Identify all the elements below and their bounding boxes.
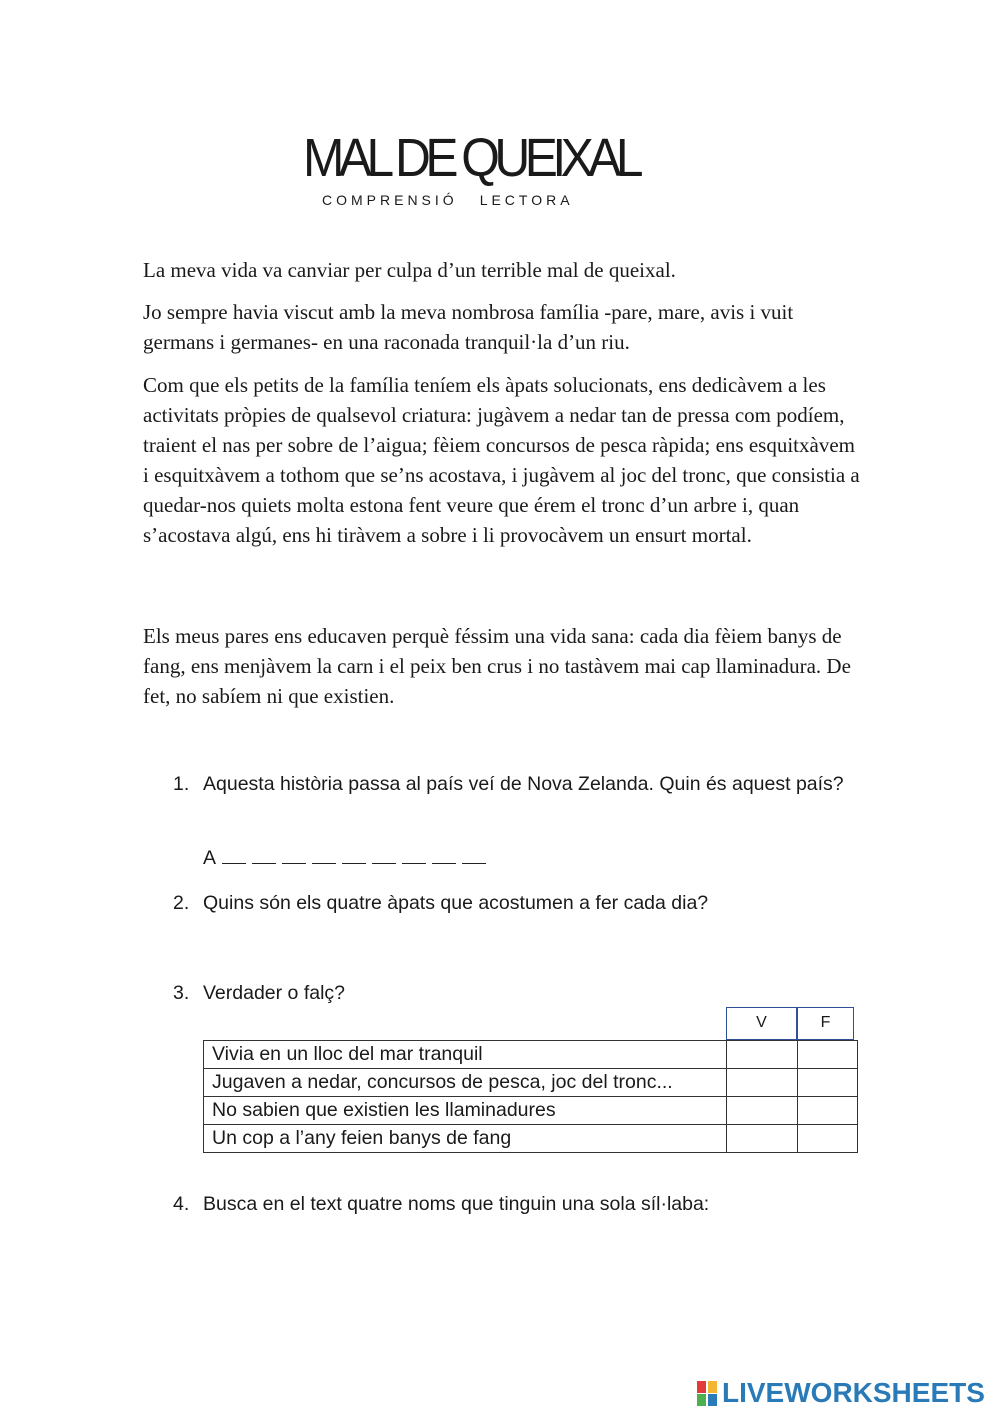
question-1-answer[interactable] <box>203 845 486 870</box>
true-false-table <box>203 1040 858 1153</box>
logo-block-red <box>697 1381 706 1393</box>
letter-blank[interactable] <box>252 845 276 864</box>
true-answer-cell[interactable] <box>727 1069 798 1097</box>
true-column-header: V <box>726 1007 797 1040</box>
question-1-text: Aquesta història passa al país veí de Nova Zelanda. Quin és aquest país? <box>203 773 844 795</box>
brand-name: LIVEWORKSHEETS <box>722 1377 985 1408</box>
question-4-text: Busca en el text quatre noms que tinguin una sola síl·laba: <box>203 1193 710 1215</box>
question-1 <box>173 770 863 799</box>
subtitle-word-2: LECTORA <box>479 192 574 208</box>
question-4 <box>173 1190 863 1219</box>
logo-block-blue <box>708 1394 717 1406</box>
answer-prefix: A <box>203 847 217 869</box>
table-row <box>204 1125 858 1153</box>
question-2-text: Quins són els quatre àpats que acostumen a fer cada dia? <box>203 892 709 914</box>
letter-blank[interactable] <box>312 845 336 864</box>
letter-blank[interactable] <box>372 845 396 864</box>
question-3 <box>173 979 863 1008</box>
paragraph-2: Jo sempre havia viscut amb la meva nombrosa família -pare, mare, avis i vuit germans i germanes- en una raconada tranquil·la d’un riu. <box>143 300 794 354</box>
question-2 <box>173 889 863 918</box>
true-answer-cell[interactable] <box>727 1041 798 1069</box>
statement-cell: Vivia en un lloc del mar tranquil <box>204 1041 727 1069</box>
question-4-number: 4. <box>173 1193 190 1215</box>
letter-blank[interactable] <box>432 845 456 864</box>
question-2-number: 2. <box>173 892 190 914</box>
false-answer-cell[interactable] <box>798 1041 858 1069</box>
true-answer-cell[interactable] <box>727 1125 798 1153</box>
letter-blank[interactable] <box>402 845 426 864</box>
subtitle-word-1: COMPRENSIÓ <box>322 192 458 208</box>
logo-block-yellow <box>708 1381 717 1393</box>
liveworksheets-logo-icon <box>697 1379 719 1407</box>
question-3-text: Verdader o falç? <box>203 982 346 1004</box>
letter-blank[interactable] <box>282 845 306 864</box>
worksheet-subtitle <box>322 192 574 208</box>
statement-cell: Un cop a l’any feien banys de fang <box>204 1125 727 1153</box>
paragraph-1: La meva vida va canviar per culpa d’un terrible mal de queixal. <box>143 258 676 282</box>
statement-cell: No sabien que existien les llaminadures <box>204 1097 727 1125</box>
liveworksheets-brand[interactable] <box>697 1377 985 1409</box>
letter-blank[interactable] <box>462 845 486 864</box>
worksheet-title: MAL DE QUEIXAL <box>303 128 639 188</box>
paragraph-4: Els meus pares ens educaven perquè féssim una vida sana: cada dia fèiem banys de fang, ens menjàvem la carn i el peix ben crus i no tastàvem mai cap llaminadura. De fet, no sabíem ni que existien. <box>143 624 851 708</box>
false-answer-cell[interactable] <box>798 1069 858 1097</box>
false-answer-cell[interactable] <box>798 1125 858 1153</box>
table-row <box>204 1097 858 1125</box>
false-answer-cell[interactable] <box>798 1097 858 1125</box>
false-column-header: F <box>797 1007 854 1040</box>
letter-blank[interactable] <box>222 845 246 864</box>
letter-blank[interactable] <box>342 845 366 864</box>
question-1-number: 1. <box>173 773 190 795</box>
question-3-number: 3. <box>173 982 190 1004</box>
true-answer-cell[interactable] <box>727 1097 798 1125</box>
table-row <box>204 1069 858 1097</box>
table-row <box>204 1041 858 1069</box>
logo-block-green <box>697 1394 706 1406</box>
statement-cell: Jugaven a nedar, concursos de pesca, joc del tronc... <box>204 1069 727 1097</box>
paragraph-3: Com que els petits de la família teníem els àpats solucionats, ens dedicàvem a les activitats pròpies de qualsevol criatura: jugàvem a nedar tan de pressa com podíem, traient el nas per sobre de l’aigua; fèiem concursos de pesca ràpida; ens esquitxàvem i esquitxàvem a tothom que se’ns acostava, i jugàvem al joc del tronc, que consistia a quedar-nos quiets molta estona fent veure que érem el tronc d’un arbre i, quan s’acostava algú, ens hi tiràvem a sobre i li provocàvem un ensurt mortal. <box>143 373 860 547</box>
